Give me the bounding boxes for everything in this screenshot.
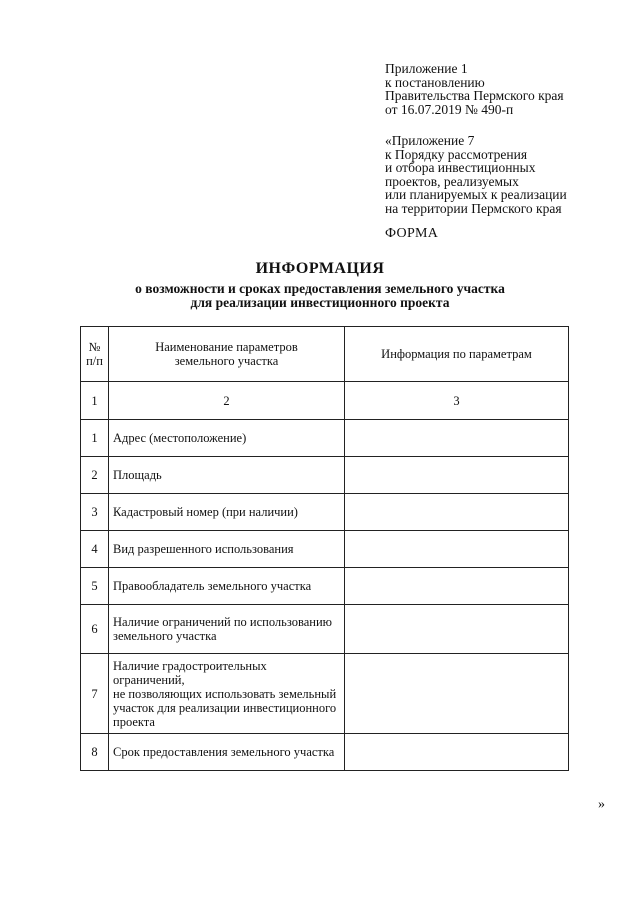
row-parameter-name: Наличие ограничений по использованию земельного участка [109,605,345,654]
document-title: ИНФОРМАЦИЯ [255,260,385,277]
spacer [385,116,625,134]
appendix-line: к постановлению [385,74,485,90]
row-parameter-value[interactable] [345,734,569,771]
appendix-line: к Порядку рассмотрения [385,146,528,162]
appendix-header [385,62,625,215]
row-number: 6 [81,605,109,654]
row-number: 7 [81,654,109,734]
table-row [81,531,569,568]
row-parameter-value[interactable] [345,531,569,568]
document-subtitle [100,282,540,310]
appendix-line: проектов, реализуемых [385,173,519,189]
subtitle-line: о возможности и сроках предоставления земельного участка [135,281,505,296]
row-parameter-name: Правообладатель земельного участка [109,568,345,605]
table-row [81,420,569,457]
table-header-row [81,327,569,382]
appendix-line: на территории Пермского края [385,200,562,216]
parameters-table [80,326,569,771]
appendix-line: от 16.07.2019 № 490-п [385,101,514,117]
table-row [81,568,569,605]
row-parameter-value[interactable] [345,654,569,734]
column-number: 2 [109,382,345,420]
table-row [81,457,569,494]
table-row [81,654,569,734]
row-parameter-value[interactable] [345,457,569,494]
row-number: 3 [81,494,109,531]
row-parameter-name: Кадастровый номер (при наличии) [109,494,345,531]
table-row [81,494,569,531]
appendix-line: «Приложение 7 [385,133,475,148]
closing-quote-mark: » [598,797,605,812]
appendix-line: или планируемых к реализации [385,187,567,202]
column-number-row [81,382,569,420]
row-parameter-value[interactable] [345,494,569,531]
row-number: 2 [81,457,109,494]
row-number: 5 [81,568,109,605]
row-number: 4 [81,531,109,568]
row-parameter-name: Срок предоставления земельного участка [109,734,345,771]
row-parameter-value[interactable] [345,420,569,457]
row-parameter-value[interactable] [345,605,569,654]
row-number: 8 [81,734,109,771]
form-label: ФОРМА [385,226,439,241]
row-parameter-name: Вид разрешенного использования [109,531,345,568]
column-number: 1 [81,382,109,420]
appendix-line: Правительства Пермского края [385,88,564,103]
row-parameter-name: Наличие градостроительных ограничений, не позволяющих использовать земельный участок для реализации инвестиционного проекта [109,654,345,734]
appendix-line: и отбора инвестиционных [385,160,536,175]
row-parameter-name: Площадь [109,457,345,494]
table-row [81,734,569,771]
header-parameter-name: Наименование параметров земельного участка [109,327,345,382]
row-parameter-name: Адрес (местоположение) [109,420,345,457]
row-number: 1 [81,420,109,457]
appendix-line: Приложение 1 [385,61,468,76]
column-number: 3 [345,382,569,420]
header-parameter-info: Информация по параметрам [345,327,569,382]
table-row [81,605,569,654]
subtitle-line: для реализации инвестиционного проекта [190,295,450,310]
header-number: № п/п [81,327,109,382]
row-parameter-value[interactable] [345,568,569,605]
